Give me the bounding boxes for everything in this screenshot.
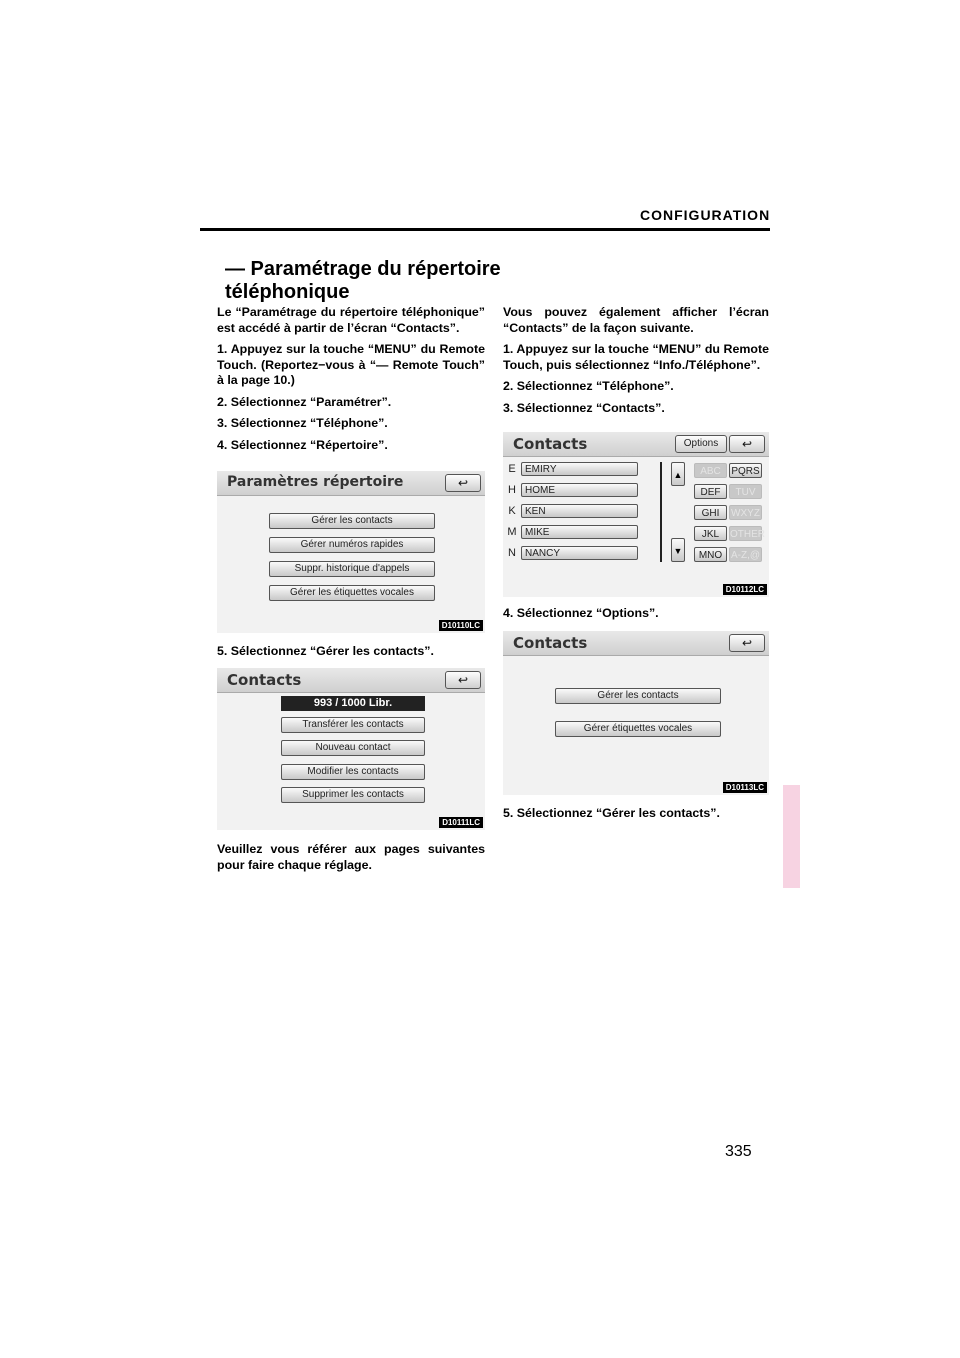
menu-button[interactable]: Transférer les contacts	[281, 717, 425, 733]
key-button[interactable]: WXYZ	[729, 505, 762, 520]
left-step-4: 4. Sélectionnez “Répertoire”.	[217, 437, 388, 452]
key-button[interactable]: TUV	[729, 484, 762, 499]
screen-title: Paramètres répertoire	[227, 474, 404, 490]
screen-title: Contacts	[513, 634, 588, 652]
contact-entry[interactable]: EMIRY	[521, 462, 638, 476]
left-column	[217, 305, 485, 459]
contact-entry[interactable]: HOME	[521, 483, 638, 497]
left-step-2: 2. Sélectionnez “Paramétrer”.	[217, 394, 392, 409]
page-header-title: CONFIGURATION	[640, 207, 771, 223]
screenshot-contacts-list	[503, 432, 769, 597]
menu-button[interactable]: Nouveau contact	[281, 740, 425, 756]
image-code: D10113LC	[723, 782, 767, 793]
chapter-tab	[783, 785, 800, 888]
index-letter: N	[508, 547, 516, 559]
image-code: D10111LC	[439, 817, 483, 828]
key-button[interactable]: MNO	[694, 547, 727, 562]
return-arrow-icon: ↩	[457, 673, 469, 687]
page-number: 335	[725, 1143, 752, 1160]
back-button[interactable]	[729, 435, 765, 453]
right-step-2: 2. Sélectionnez “Téléphone”.	[503, 379, 674, 393]
index-letter: K	[508, 505, 516, 517]
screenshot-contacts-manage	[217, 668, 485, 830]
scroll-down-button[interactable]	[671, 538, 685, 562]
key-button[interactable]: DEF	[694, 484, 727, 499]
left-step-3: 3. Sélectionnez “Téléphone”.	[217, 416, 388, 430]
screen-header	[217, 668, 485, 693]
right-step-1: 1. Appuyez sur la touche “MENU” du Remote Touch, puis sélectionnez “Info./Téléphone”.	[503, 342, 769, 372]
menu-button[interactable]: Gérer étiquettes vocales	[555, 721, 721, 737]
contact-entry[interactable]: KEN	[521, 504, 638, 518]
return-arrow-icon: ↩	[741, 636, 753, 650]
menu-button[interactable]: Suppr. historique d'appels	[269, 561, 435, 577]
image-code: D10112LC	[723, 584, 767, 595]
contact-entry[interactable]: MIKE	[521, 525, 638, 539]
options-button[interactable]: Options	[675, 435, 727, 453]
contact-entry[interactable]: NANCY	[521, 546, 638, 560]
back-button[interactable]	[445, 474, 481, 492]
index-letter: M	[507, 526, 517, 538]
menu-button[interactable]: Modifier les contacts	[281, 764, 425, 780]
right-step-4: 4. Sélectionnez “Options”.	[503, 606, 659, 620]
left-step-1: 1. Appuyez sur la touche “MENU” du Remote Touch. (Reportez−vous à “— Remote Touch” à la page 10.)	[217, 342, 485, 387]
scroll-up-button[interactable]	[671, 462, 685, 486]
menu-button[interactable]: Gérer les contacts	[269, 513, 435, 529]
screen-header	[503, 631, 769, 656]
back-button[interactable]	[729, 634, 765, 652]
menu-button[interactable]: Supprimer les contacts	[281, 787, 425, 803]
return-arrow-icon: ↩	[457, 476, 469, 490]
key-button[interactable]: ABC	[694, 463, 727, 478]
return-arrow-icon: ↩	[741, 437, 753, 451]
menu-button[interactable]: Gérer numéros rapides	[269, 537, 435, 553]
key-button[interactable]: JKL	[694, 526, 727, 541]
menu-button[interactable]: Gérer les étiquettes vocales	[269, 585, 435, 601]
right-intro: Vous pouvez également afficher l’écran “Contacts” de la façon suivante.	[503, 305, 769, 335]
index-letter: E	[508, 463, 516, 475]
key-button[interactable]: OTHER	[729, 526, 762, 541]
right-column	[503, 305, 769, 422]
key-button[interactable]: A-Z,@	[729, 547, 762, 562]
left-outro: Veuillez vous référer aux pages suivantes pour faire chaque réglage.	[217, 842, 485, 872]
menu-button[interactable]: Gérer les contacts	[555, 688, 721, 704]
image-code: D10110LC	[439, 620, 483, 631]
contacts-counter: 993 / 1000 Libr.	[281, 696, 425, 711]
left-intro: Le “Paramétrage du répertoire téléphonique” est accédé à partir de l’écran “Contacts”.	[217, 305, 485, 335]
screen-title: Contacts	[227, 671, 302, 689]
screenshot-contacts-options	[503, 631, 769, 795]
right-step-5: 5. Sélectionnez “Gérer les contacts”.	[503, 806, 720, 820]
index-letter: H	[508, 484, 516, 496]
screen-header	[503, 432, 769, 457]
screen-header	[217, 471, 485, 496]
left-step-5: 5. Sélectionnez “Gérer les contacts”.	[217, 644, 434, 658]
screen-title: Contacts	[513, 435, 588, 453]
right-step-3: 3. Sélectionnez “Contacts”.	[503, 400, 665, 415]
left-outro-wrap	[217, 842, 485, 873]
section-title: — Paramétrage du répertoire téléphonique	[225, 258, 501, 303]
back-button[interactable]	[445, 671, 481, 689]
arrow-down-icon: ▼	[673, 546, 683, 556]
header-rule	[200, 228, 770, 231]
key-button[interactable]: PQRS	[729, 463, 762, 478]
scrollbar-track[interactable]	[660, 462, 662, 562]
screenshot-parametres-repertoire	[217, 471, 485, 633]
key-button[interactable]: GHI	[694, 505, 727, 520]
arrow-up-icon: ▲	[673, 470, 683, 480]
